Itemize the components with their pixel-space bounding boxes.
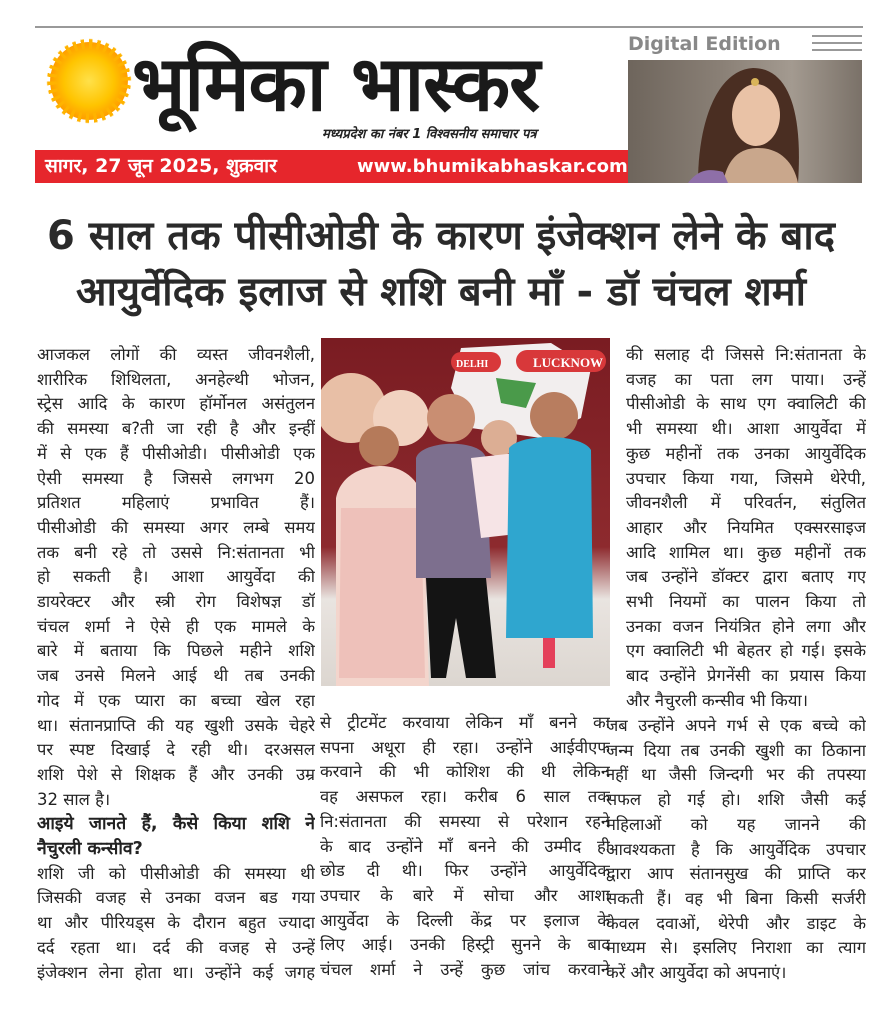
article-line: जब उन्होंने अपने गर्भ से एक बच्चे को (606, 716, 866, 735)
article-line: सपना अधूरा ही रहा। उन्होंने आईवीएफ (320, 737, 610, 757)
article-line: दर्द रहता था। दर्द की वजह से उन्हें (37, 937, 315, 957)
article-line: केवल दवाओं, थेरेपी और डाइट के (606, 913, 866, 933)
article-line: एग क्वालिटी भी बेहतर हो गई। इसके (626, 641, 866, 661)
article-line: महिलाओं को यह जानने की (606, 814, 866, 834)
article-line: उनका वजन नियंत्रित होने लगा और (626, 616, 866, 636)
article-line: से ट्रीटमेंट करवाया लेकिन माँ बनने का (320, 713, 610, 732)
masthead-title: भूमिका भास्कर (132, 39, 540, 128)
header-advert-photo (628, 60, 862, 183)
headline (20, 208, 862, 320)
digital-edition-label: Digital Edition (628, 33, 781, 55)
article-line: हो सकती है। आशा आयुर्वेदा की (37, 567, 315, 587)
article-line: चंचल शर्मा ने ऐसे ही एक मामले के (37, 616, 315, 636)
website-link[interactable]: www.bhumikabhaskar.com (357, 156, 628, 177)
article-line: सभी नियमों का पालन किया तो (626, 592, 866, 612)
article-line: सकती हैं। वह भी बिना किसी सर्जरी (606, 888, 866, 908)
article-line: करें और आयुर्वेदा को अपनाएं। (606, 963, 787, 983)
article-line: पर स्पष्ट दिखाई दे रही थी। दरअसल (37, 740, 315, 760)
dateline: सागर, 27 जून 2025, शुक्रवार (45, 155, 277, 177)
article-line: जब उनसे मिलने आई थी तब उनकी (37, 666, 315, 686)
article-line: 32 साल है। (37, 789, 111, 809)
article-line: में से एक हैं पीसीओडी। पीसीओडी एक (37, 443, 315, 463)
article-line: आयुर्वेदा के दिल्ली केंद्र पर इलाज के (320, 910, 610, 930)
article-line: और नैचुरली कन्सीव भी किया। (626, 690, 808, 710)
article-line: आजकल लोगों की व्यस्त जीवनशैली, (37, 345, 315, 364)
article-line: शारीरिक शिथिलता, अनहेल्थी भोजन, (37, 369, 315, 389)
article-line: था और पीरियड्स के दौरान बहुत ज्यादा (37, 913, 315, 933)
article-line: वह असफल रहा। करीब 6 साल तक (320, 787, 610, 807)
article-line: उपचार किया गया, जिसमे थेरेपी, (626, 468, 866, 488)
article-line: तक बनी रहे तो उससे नि:संतानता भी (37, 542, 315, 562)
article-line: करवाने की भी कोशिश की थी लेकिन (320, 762, 610, 782)
article-line: लिए आई। उनकी हिस्ट्री सुनने के बाद (320, 935, 610, 955)
article-line: आहार और नियमित एक्सरसाइज (626, 517, 866, 537)
article-line: जब उन्होंने डॉक्टर द्वारा बताए गए (626, 567, 866, 587)
article-line: जन्म दिया तब उनकी खुशी का ठिकाना (606, 740, 866, 760)
subheading-line: आइये जानते हैं, कैसे किया शशि ने (37, 814, 315, 835)
article-line: आदि शामिल था। कुछ महीनों तक (626, 542, 866, 562)
article-line: के बाद उन्होंने माँ बनने की उम्मीद ही (320, 836, 610, 856)
masthead-tagline: मध्यप्रदेश का नंबर 1 विश्वसनीय समाचार पत्र (322, 127, 537, 142)
article-line: था। संतानप्राप्ति की यह खुशी उसके चेहरे (37, 715, 315, 735)
article-line: बाद उन्होंने प्रेगनेंसी का प्रयास किया (626, 666, 866, 686)
article-line: की समस्या ब?ती जा रही है और इन्हीं (37, 419, 315, 439)
article-column-3-continued (606, 714, 866, 986)
article-line: नहीं था जैसी जिन्दगी भर की तपस्या (606, 765, 866, 785)
article-line: गोद में एक प्यारा का बच्चा खेल रहा (37, 690, 315, 710)
sign-lucknow: LUCKNOW (533, 355, 604, 370)
article-line: इंजेक्शन लेना होता था। उन्होंने कई जगह (37, 962, 315, 982)
article-line: भी समस्या थी। आशा आयुर्वेदा में (626, 419, 866, 439)
article-photo (321, 338, 610, 686)
menu-icon-line (812, 42, 862, 44)
subheading-line: नैचुरली कन्सीव? (37, 839, 143, 860)
menu-icon (812, 35, 862, 37)
article-column-3 (626, 343, 866, 714)
article-line: की सलाह दी जिससे नि:संतानता के (626, 345, 866, 364)
sun-logo-icon (50, 42, 128, 120)
article-line: शशि पेशे से शिक्षक हैं और उनकी उम्र (37, 764, 315, 784)
article-line: कुछ महीनों तक उनका आयुर्वेदिक (626, 443, 866, 463)
article-line: शशि जी को पीसीओडी की समस्या थी (37, 863, 315, 883)
article-line: आवश्यकता है कि आयुर्वेदिक उपचार (606, 839, 866, 859)
article-line: प्रतिशत महिलाएं प्रभावित हैं। (37, 493, 315, 513)
article-line: स्ट्रेस आदि के कारण हॉर्मोनल असंतुलन (37, 394, 315, 414)
article-line: नि:संतानता की समस्या से परेशान रहने (320, 811, 610, 831)
article-line: माध्यम से। इसलिए निराशा का त्याग (606, 938, 866, 958)
article-line: जीवनशैली में परिवर्तन, संतुलित (626, 493, 866, 513)
article-line: पीसीओडी की समस्या अगर लम्बे समय (37, 517, 315, 537)
menu-icon-line (812, 49, 862, 51)
top-rule (35, 26, 863, 28)
article-column-1 (37, 343, 315, 985)
article-line: उपचार के बारे में सोचा और आशा (320, 885, 610, 905)
article-line: डायरेक्टर और स्त्री रोग विशेषज्ञ डॉ (37, 592, 315, 612)
headline-line-2: आयुर्वेदिक इलाज से शशि बनी माँ - डॉ चंचल शर्मा (75, 269, 806, 315)
article-line: द्वारा आप संतानसुख की प्राप्ति कर (606, 864, 866, 884)
article-line: ऐसी समस्या है जिससे लगभग 20 (37, 468, 315, 488)
article-line: वजह का पता लग पाया। उन्हें (626, 369, 866, 389)
article-line: छोड दी थी। फिर उन्होंने आयुर्वेदिक (320, 861, 610, 881)
headline-line-1: 6 साल तक पीसीओडी के कारण इंजेक्शन लेने के बाद (47, 213, 835, 259)
article-line: पीसीओडी के साथ एग क्वालिटी की (626, 394, 866, 414)
article-line: बारे में बताया कि पिछले महीने शशि (37, 641, 315, 661)
sign-delhi: DELHI (456, 359, 489, 370)
article-line: जिसकी वजह से उनका वजन बड गया (37, 888, 315, 908)
article-line: चंचल शर्मा ने उन्हें कुछ जांच करवाने (320, 960, 610, 980)
article-column-2 (320, 711, 610, 983)
article-line: सफल हो गई हो। शशि जैसी कई (606, 790, 866, 810)
